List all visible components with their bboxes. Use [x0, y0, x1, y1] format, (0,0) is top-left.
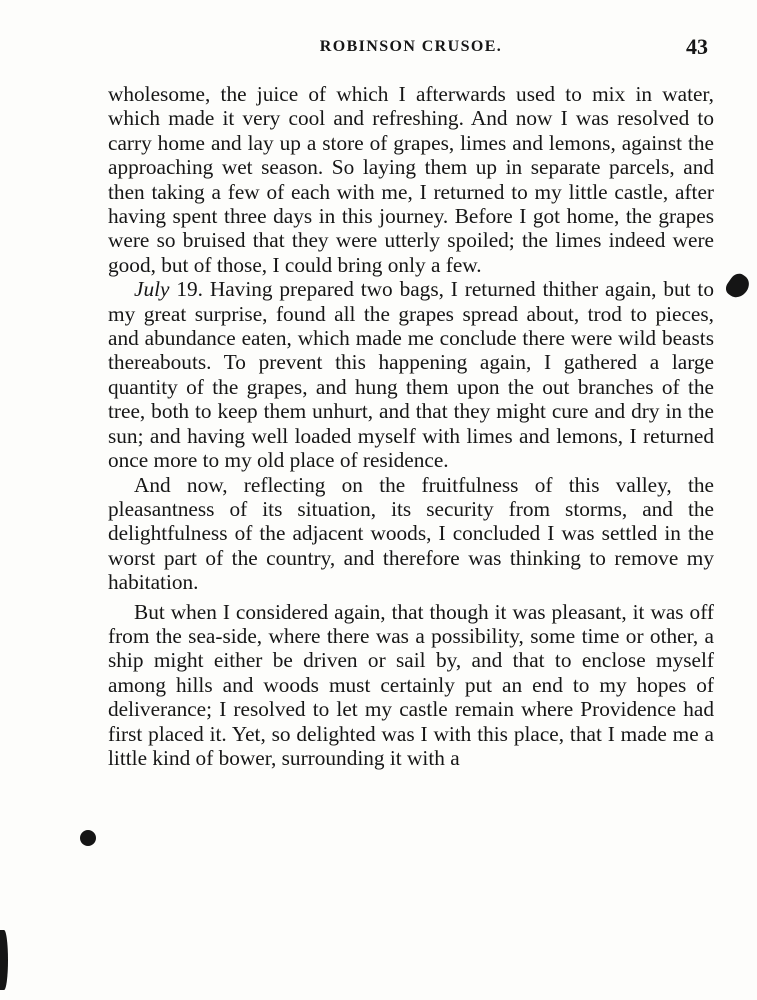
page-header: [108, 34, 714, 64]
entry-text: 19. Having prepared two bags, I returned thither again, but to my great surprise, found all the grapes spread about, trod to pieces, and abundance eaten, which made me conclude there were wild beasts thereabouts. To prevent this happening again, I gathered a large quantity of the grapes, and hung them upon the out branches of the tree, both to keep them unhurt, and that they might cure and dry in the sun; and having well loaded myself with limes and lemons, I returned once more to my old place of residence.: [108, 277, 714, 473]
ink-blot-right: [723, 270, 753, 301]
date-label: July: [134, 277, 170, 302]
page-number: 43: [686, 34, 708, 59]
paragraph-dated-entry: [108, 277, 714, 472]
running-head: ROBINSON CRUSOE.: [319, 38, 503, 55]
page-edge-shadow: [0, 930, 8, 990]
paragraph: wholesome, the juice of which I afterwards used to mix in water, which made it very cool and refreshing. And now I was resolved to carry home and lay up a store of grapes, limes and lemons, against the approaching wet season. So laying them up in separate parcels, and then taking a few of each with me, I returned to my little castle, after having spent three days in this journey. Before I got home, the grapes were so bruised that they were utterly spoiled; the limes indeed were good, but of those, I could bring only a few.: [108, 82, 714, 277]
ink-blot-left: [80, 830, 96, 846]
paragraph: But when I considered again, that though it was pleasant, it was off from the sea-side, where there was a possibility, some time or other, a ship might either be driven or sail by, and that to enclose myself among hills and woods must certainly put an end to my hopes of deliverance; I resolved to let my castle remain where Providence had first placed it. Yet, so delighted was I with this place, that I made me a little kind of bower, surrounding it with a: [108, 599, 714, 770]
body-text: [108, 82, 714, 770]
paragraph: And now, reflecting on the fruitfulness of this valley, the pleasantness of its situation, its security from storms, and the delightfulness of the adjacent woods, I concluded I was settled in the worst part of the country, and therefore was thinking to remove my habitation.: [108, 472, 714, 595]
